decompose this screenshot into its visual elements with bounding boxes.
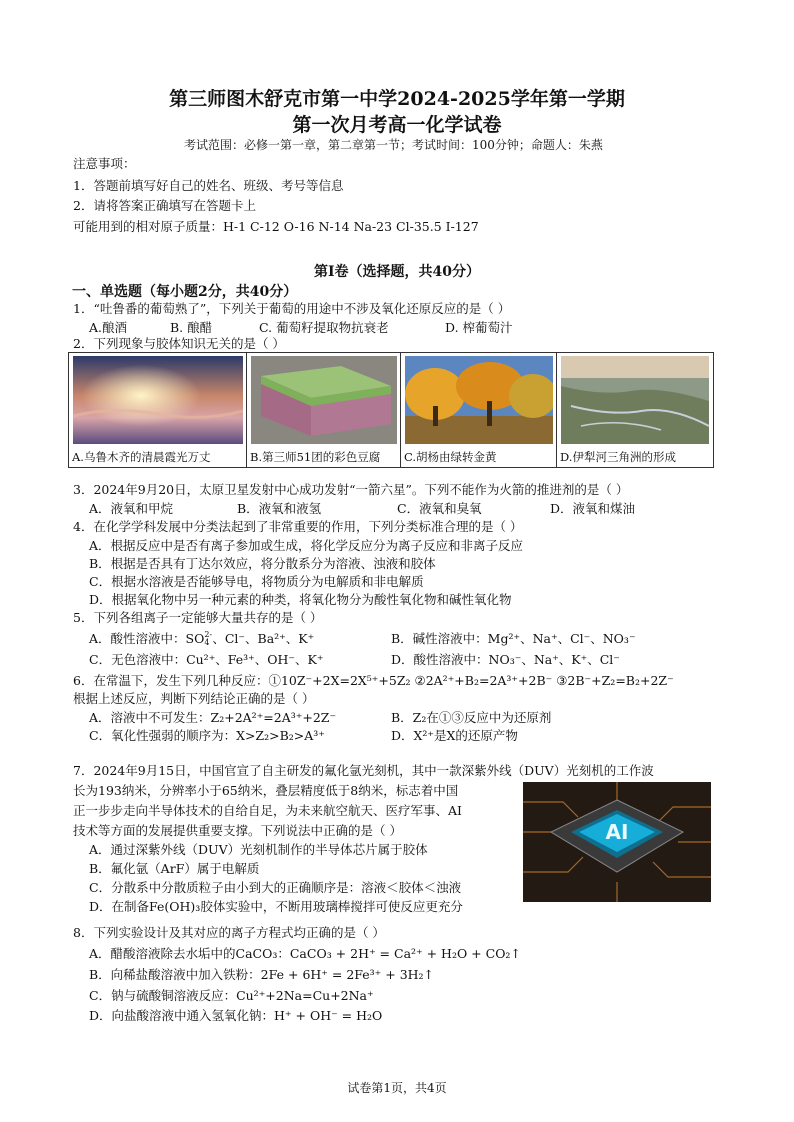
q3-option-d: D．液氧和煤油 [550, 501, 636, 516]
q6-option-c: C．氧化性强弱的顺序为：X>Z₂>B₂>A³⁺ [89, 728, 325, 743]
q2-image-table [68, 352, 714, 468]
q1-stem: 1．“吐鲁番的葡萄熟了”，下列关于葡萄的用途中不涉及氧化还原反应的是（ ） [73, 301, 511, 316]
q7-option-b: B．氟化氩（ArF）属于电解质 [89, 861, 260, 876]
q7-line4: 技术等方面的发展提供重要支撑。下列说法中正确的是（ ） [73, 823, 402, 838]
ai-chip-illustration [523, 782, 711, 902]
q4-option-c: C．根据水溶液是否能够导电，将物质分为电解质和非电解质 [89, 574, 424, 589]
note-2: 2．请将答案正确填写在答题卡上 [73, 198, 256, 213]
q1-option-b: B. 酿醋 [170, 320, 213, 335]
q7-line3: 正一步步走向半导体技术的自给自足，为未来航空航天、医疗军事、AI [73, 803, 462, 818]
q3-option-a: A．液氧和甲烷 [89, 501, 174, 516]
q5-option-a-post: 、Cl⁻、Ba²⁺、K⁺ [212, 631, 315, 646]
ai-chip-label: AI [605, 820, 629, 844]
q7-option-a: A．通过深紫外线（DUV）光刻机制作的半导体芯片属于胶体 [89, 842, 428, 857]
q5-options-cd [89, 652, 709, 668]
q1-option-a: A.酿酒 [89, 320, 128, 335]
q2-cell-d [557, 353, 713, 467]
q8-option-d: D．向盐酸溶液中通入氢氧化钠：H⁺ + OH⁻ = H₂O [89, 1008, 383, 1023]
exam-title-line1: 第三师图木舒克市第一中学2024-2025学年第一学期 [169, 88, 625, 110]
sunrise-photo [73, 356, 243, 444]
q5-option-d: D．酸性溶液中：NO₃⁻、Na⁺、K⁺、Cl⁻ [391, 652, 620, 667]
q7-line2: 长为193纳米，分辨率小于65纳米，叠层精度低于8纳米，标志着中国 [73, 783, 459, 798]
q7-option-c: C．分散系中分散质粒子由小到大的正确顺序是：溶液＜胶体＜浊液 [89, 880, 462, 895]
q6-stem2: 根据上述反应，判断下列结论正确的是（ ） [73, 691, 315, 706]
q4-stem: 4．在化学学科发展中分类法起到了非常重要的作用，下列分类标准合理的是（ ） [73, 519, 523, 534]
q3-stem: 3．2024年9月20日，太原卫星发射中心成功发射“一箭六星”。下列不能作为火箭的推进剂的是（ ） [73, 482, 629, 497]
atomic-masses: 可能用到的相对原子质量：H-1 C-12 O-16 N-14 Na-23 Cl-35.5 I-127 [73, 219, 479, 234]
q5-stem: 5．下列各组离子一定能够大量共存的是（ ） [73, 610, 323, 625]
q2-caption-b: B.第三师51团的彩色豆腐 [250, 450, 381, 464]
q6-options-ab [89, 710, 709, 726]
exam-title-line2: 第一次月考高一化学试卷 [292, 114, 502, 136]
q2-stem: 2．下列现象与胶体知识无关的是（ ） [73, 336, 285, 351]
q2-cell-a [69, 353, 247, 467]
q2-caption-c: C.胡杨由绿转金黄 [404, 450, 497, 464]
q2-cell-c [401, 353, 557, 467]
q8-option-a: A．醋酸溶液除去水垢中的CaCO₃：CaCO₃ + 2H⁺ = Ca²⁺ + H₂O + CO₂↑ [89, 946, 521, 961]
q7-line1: 7．2024年9月15日，中国官宣了自主研发的氟化氩光刻机，其中一款深紫外线（DUV）光刻机的工作波 [73, 763, 654, 778]
q5-option-c: C．无色溶液中：Cu²⁺、Fe³⁺、OH⁻、K⁺ [89, 652, 324, 667]
part1-title: 第Ⅰ卷（选择题，共40分） [313, 264, 481, 280]
q5-option-a: A．酸性溶液中：SO 2- 4 、Cl⁻、Ba²⁺、K⁺ [89, 630, 315, 647]
section1-title: 一、单选题（每小题2分，共40分） [72, 284, 298, 300]
q4-option-d: D．根据氧化物中另一种元素的种类，将氧化物分为酸性氧化物和碱性氧化物 [89, 592, 512, 607]
q8-option-b: B．向稀盐酸溶液中加入铁粉：2Fe + 6H⁺ = 2Fe³⁺ + 3H₂↑ [89, 967, 435, 982]
q6-stem: 6．在常温下，发生下列几种反应：①10Z⁻+2X=2X⁵⁺+5Z₂ ②2A²⁺+B₂=2A³⁺+2B⁻ ③2B⁻+Z₂=B₂+2Z⁻ [73, 673, 674, 688]
q8-stem: 8．下列实验设计及其对应的离子方程式均正确的是（ ） [73, 925, 385, 940]
q1-options [89, 320, 709, 336]
q2-cell-b [247, 353, 401, 467]
notes-title: 注意事项： [73, 156, 136, 171]
tofu-photo [251, 356, 397, 444]
q1-option-c: C. 葡萄籽提取物抗衰老 [259, 320, 389, 335]
exam-info: 考试范围：必修一第一章，第二章第一节；考试时间：100分钟；命题人：朱燕 [184, 138, 603, 152]
q6-option-a: A．溶液中不可发生：Z₂+2A²⁺=2A³⁺+2Z⁻ [89, 710, 337, 725]
ai-chip-image [523, 782, 711, 902]
q5-option-a-pre: A．酸性溶液中：SO [89, 631, 205, 646]
q8-option-c: C．钠与硫酸铜溶液反应：Cu²⁺+2Na=Cu+2Na⁺ [89, 988, 374, 1003]
q6-option-d: D．X²⁺是X的还原产物 [391, 728, 518, 743]
q3-options [89, 501, 709, 517]
q6-options-cd [89, 728, 709, 744]
q3-option-b: B．液氧和液氢 [237, 501, 322, 516]
delta-photo [561, 356, 709, 444]
q6-option-b: B．Z₂在①③反应中为还原剂 [391, 710, 552, 725]
q7-option-d: D．在制备Fe(OH)₃胶体实验中，不断用玻璃棒搅拌可使反应更充分 [89, 899, 463, 914]
q4-option-b: B．根据是否具有丁达尔效应，将分散系分为溶液、浊液和胶体 [89, 556, 436, 571]
q4-option-a: A．根据反应中是否有离子参加或生成，将化学反应分为离子反应和非离子反应 [89, 538, 524, 553]
q2-caption-d: D.伊犁河三角洲的形成 [560, 450, 676, 464]
page-footer: 试卷第1页，共4页 [347, 1081, 447, 1095]
poplar-photo [405, 356, 553, 444]
q1-option-d: D. 榨葡萄汁 [445, 320, 513, 335]
q5-option-b: B．碱性溶液中：Mg²⁺、Na⁺、Cl⁻、NO₃⁻ [391, 631, 636, 646]
q3-option-c: C．液氧和臭氧 [397, 501, 482, 516]
q5-options-ab [89, 631, 709, 647]
note-1: 1．答题前填写好自己的姓名、班级、考号等信息 [73, 178, 344, 193]
q2-caption-a: A.乌鲁木齐的清晨霞光万丈 [72, 450, 211, 464]
